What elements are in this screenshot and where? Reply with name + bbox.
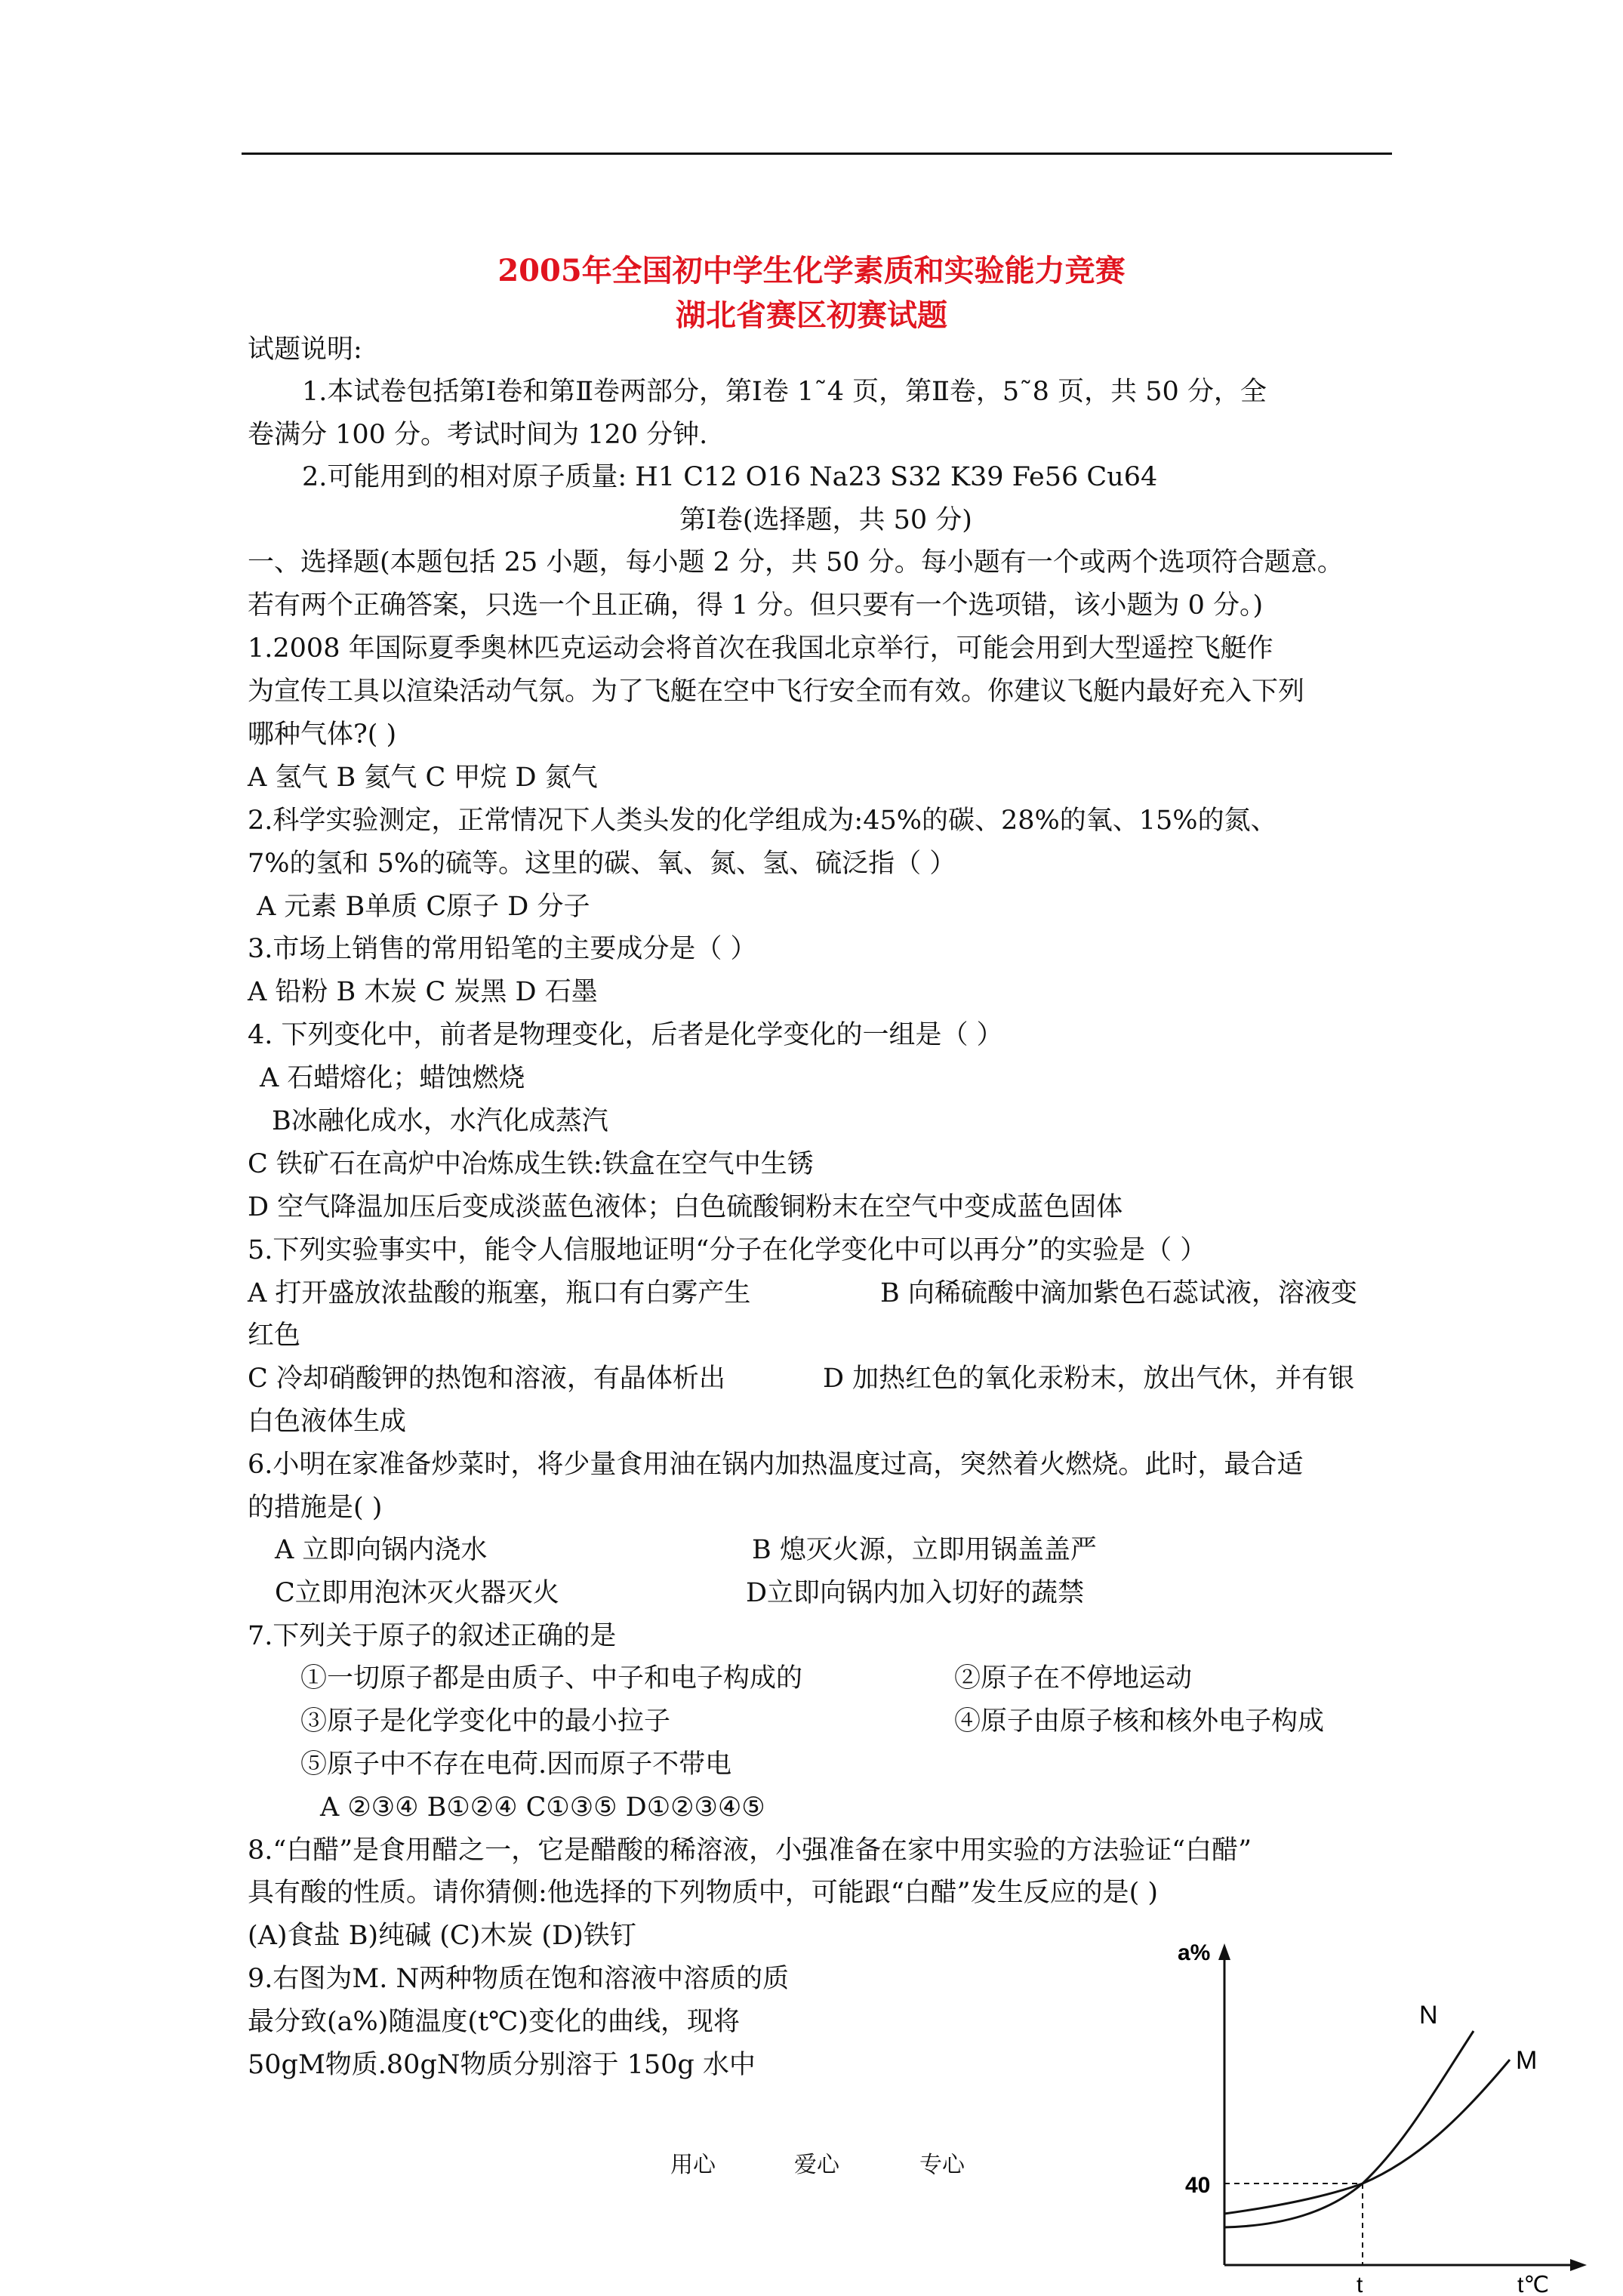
question-6-option-c: C立即用泡沐灭火器灭火 <box>275 1578 559 1608</box>
question-4-option-c: C 铁矿石在高炉中冶炼成生铁:铁盒在空气中生锈 <box>248 1149 814 1179</box>
question-1-line3: 哪种气体?( ) <box>248 720 397 750</box>
section-heading: 第Ⅰ卷(选择题，共 50 分) <box>679 505 972 535</box>
question-2-line2: 7%的氢和 5%的硫等。这里的碳、氧、氮、氢、硫泛指（ ） <box>248 849 956 879</box>
question-6: 6.小明在家准备炒菜时，将少量食用油在锅内加热温度过高，突然着火燃烧。此时，最合适 <box>248 1450 1304 1480</box>
question-2-options: A 元素 B单质 C原子 D 分子 <box>257 892 590 922</box>
footer-left: 用心 <box>670 2152 716 2178</box>
question-6-option-a: A 立即向锅内浇水 <box>275 1535 488 1565</box>
question-5-option-b-cont: 红色 <box>248 1321 301 1351</box>
intro-item2: 2.可能用到的相对原子质量: H1 C12 O16 Na23 S32 K39 Fe56 Cu64 <box>302 462 1158 492</box>
question-2: 2.科学实验测定，正常情况下人类头发的化学组成为:45%的碳、28%的氧、15%的氮、 <box>248 806 1277 836</box>
question-3: 3.市场上销售的常用铅笔的主要成分是（ ） <box>248 934 757 964</box>
question-5-option-d: D 加热红色的氧化汞粉末，放出气休，并有银 <box>823 1364 1355 1394</box>
question-4-option-a: A 石蜡熔化；蜡蚀燃烧 <box>260 1063 525 1093</box>
x-axis-label: t℃ <box>1517 2273 1550 2296</box>
page-subtitle: 湖北省赛区初赛试题 <box>676 297 947 333</box>
curve-m <box>1224 2060 1510 2214</box>
question-7-statement-2: ②原子在不停地运动 <box>954 1663 1193 1693</box>
curve-n-label: N <box>1419 2001 1438 2029</box>
intro-item1: 1.本试卷包括第Ⅰ卷和第Ⅱ卷两部分，第Ⅰ卷 1˜4 页，第Ⅱ卷，5˜8 页，共 50 分，全 <box>302 377 1267 407</box>
question-8-options: (A)食盐 B)纯碱 (C)木炭 (D)铁钉 <box>248 1921 636 1951</box>
curve-n <box>1224 2031 1474 2227</box>
intro-heading: 试题说明: <box>248 334 362 365</box>
footer-middle: 爱心 <box>794 2152 839 2178</box>
curve-m-label: M <box>1516 2046 1538 2075</box>
question-8: 8.“白醋”是食用醋之一，它是醋酸的稀溶液，小强准备在家中用实验的方法验证“白醋” <box>248 1835 1252 1866</box>
question-1-line2: 为宣传工具以渲染活动气氛。为了飞艇在空中飞行安全而有效。你建议飞艇内最好充入下列 <box>248 676 1305 707</box>
question-5-option-a: A 打开盛放浓盐酸的瓶塞，瓶口有白雾产生 <box>248 1278 751 1308</box>
question-1-options: A 氢气 B 氦气 C 甲烷 D 氮气 <box>248 763 598 793</box>
question-8-line2: 具有酸的性质。请你猜侧:他选择的下列物质中，可能跟“白醋”发生反应的是( ) <box>248 1878 1159 1908</box>
question-6-line2: 的措施是( ) <box>248 1493 383 1523</box>
question-7-statement-5: ⑤原子中不存在电荷.因而原子不带电 <box>300 1749 732 1780</box>
question-1: 1.2008 年国际夏季奥林匹克运动会将首次在我国北京举行，可能会用到大型遥控飞艇作 <box>248 633 1273 664</box>
section-desc: 一、选择题(本题包括 25 小题，每小题 2 分，共 50 分。每小题有一个或两个选项符合题意。 <box>248 547 1344 578</box>
question-7-statement-3: ③原子是化学变化中的最小拉子 <box>300 1706 671 1737</box>
question-9-line3: 50gM物质.80gN物质分别溶于 150g 水中 <box>248 2050 756 2080</box>
question-5-option-d-cont: 白色液体生成 <box>248 1407 407 1437</box>
question-7: 7.下列关于原子的叙述正确的是 <box>248 1621 617 1651</box>
question-5: 5.下列实验事实中，能令人信服地证明“分子在化学变化中可以再分”的实验是（ ） <box>248 1235 1207 1265</box>
y-tick-40: 40 <box>1185 2173 1211 2198</box>
question-4-option-b: B冰融化成水，水汽化成蒸汽 <box>272 1106 608 1136</box>
question-7-statement-1: ①一切原子都是由质子、中子和电子构成的 <box>300 1663 803 1693</box>
question-4-option-d: D 空气降温加压后变成淡蓝色液体；白色硫酸铜粉末在空气中变成蓝色固体 <box>248 1192 1123 1222</box>
question-5-option-b: B 向稀硫酸中滴加紫色石蕊试液，溶液变 <box>880 1278 1357 1308</box>
question-6-option-b: B 熄灭火源，立即用锅盖盖严 <box>752 1535 1097 1565</box>
page-title: 2005年全国初中学生化学素质和实验能力竞赛 <box>497 253 1126 288</box>
question-7-statement-4: ④原子由原子核和核外电子构成 <box>954 1706 1325 1737</box>
section-desc-cont: 若有两个正确答案，只选一个且正确，得 1 分。但只要有一个选项错，该小题为 0 分。) <box>248 590 1264 621</box>
question-6-option-d: D立即向锅内加入切好的蔬禁 <box>746 1578 1085 1608</box>
top-rule <box>242 153 1392 155</box>
question-4: 4. 下列变化中，前者是物理变化，后者是化学变化的一组是（ ） <box>248 1020 1003 1050</box>
question-3-options: A 铅粉 B 木炭 C 炭黑 D 石墨 <box>248 977 598 1007</box>
question-9-line2: 最分致(a%)随温度(t℃)变化的曲线，现将 <box>248 2007 740 2037</box>
solubility-graph <box>1163 1933 1600 2296</box>
y-axis-label: a% <box>1178 1940 1211 1965</box>
question-5-option-c: C 冷却硝酸钾的热饱和溶液，有晶体析出 <box>248 1364 725 1394</box>
x-tick-t: t <box>1357 2273 1363 2296</box>
question-9: 9.右图为M. N两种物质在饱和溶液中溶质的质 <box>248 1964 790 1994</box>
intro-item1-cont: 卷满分 100 分。考试时间为 120 分钟. <box>248 420 708 450</box>
footer-right: 专心 <box>919 2152 965 2178</box>
question-7-options: A ②③④ B①②④ C①③⑤ D①②③④⑤ <box>320 1792 765 1823</box>
